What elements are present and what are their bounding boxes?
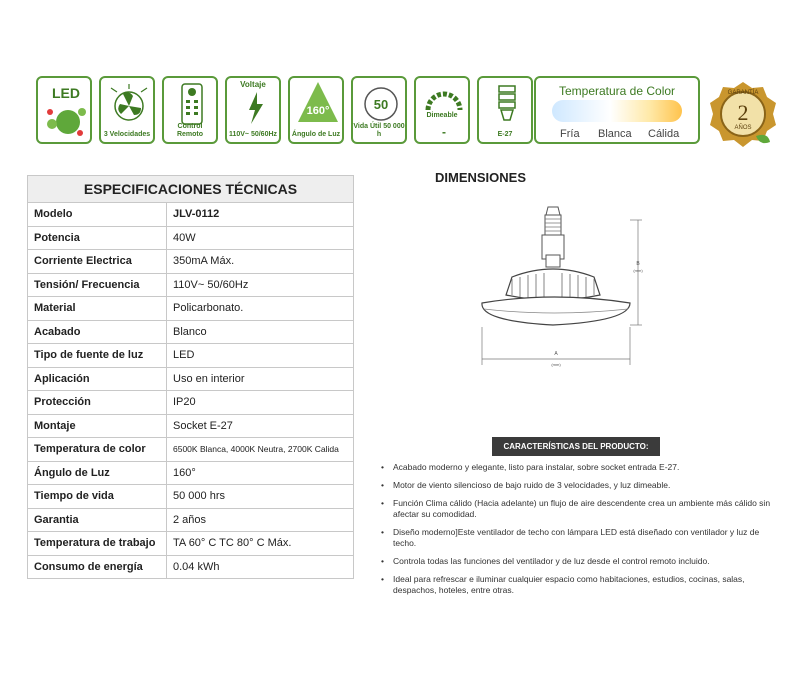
spec-value: 0.04 kWh	[167, 555, 354, 579]
spec-key: Potencia	[28, 226, 167, 250]
svg-text:GARANTÍA: GARANTÍA	[727, 90, 759, 96]
color-temp-white: Blanca	[598, 128, 632, 140]
table-row	[28, 532, 354, 556]
remote-icon-box	[162, 76, 218, 144]
angle-label: Ángulo de Luz	[291, 131, 341, 138]
table-row	[28, 320, 354, 344]
color-temperature-gradient	[552, 100, 682, 122]
table-row	[28, 438, 354, 462]
spec-value: 40W	[167, 226, 354, 250]
spec-value: 2 años	[167, 508, 354, 532]
remote-label: Control Remoto	[176, 123, 204, 138]
spec-key: Acabado	[28, 320, 167, 344]
svg-text:LED: LED	[52, 85, 80, 101]
features-title: CARACTERÍSTICAS DEL PRODUCTO:	[492, 437, 660, 456]
table-row	[28, 273, 354, 297]
angle-icon-box	[288, 76, 344, 144]
spec-value: IP20	[167, 391, 354, 415]
spec-key: Garantia	[28, 508, 167, 532]
spec-value: Uso en interior	[167, 367, 354, 391]
color-temp-cold: Fría	[560, 128, 580, 140]
spec-key: Montaje	[28, 414, 167, 438]
spec-value: 350mA Máx.	[167, 250, 354, 274]
fan-speed-label: 3 Velocidades	[103, 131, 151, 138]
spec-key: Temperatura de trabajo	[28, 532, 167, 556]
spec-key: Ángulo de Luz	[28, 461, 167, 485]
led-icon-box	[36, 76, 92, 144]
voltage-icon-box	[225, 76, 281, 144]
svg-text:160°: 160°	[306, 105, 330, 117]
spec-value: 6500K Blanca, 4000K Neutra, 2700K Calida	[167, 438, 354, 462]
table-row	[28, 344, 354, 368]
socket-label: E-27	[497, 131, 513, 138]
fan-dimension-drawing	[470, 195, 660, 375]
spec-value: Blanco	[167, 320, 354, 344]
list-item: • Controla todas las funciones del ventilador y de luz desde el control remoto incluido.	[379, 556, 779, 567]
spec-value: 50 000 hrs	[167, 485, 354, 509]
svg-text:AÑOS: AÑOS	[734, 125, 752, 131]
table-row	[28, 297, 354, 321]
dimensions-title: DIMENSIONES	[435, 170, 527, 185]
svg-text:(mm): (mm)	[633, 268, 643, 273]
voltage-title: Voltaje	[240, 80, 266, 89]
spec-value: Socket E-27	[167, 414, 354, 438]
svg-text:B: B	[636, 261, 640, 267]
features-list	[379, 462, 779, 603]
list-item: • Diseño moderno]Este ventilador de techo con lámpara LED está diseñado con ventilador y luz de techo.	[379, 527, 779, 549]
table-row	[28, 461, 354, 485]
table-row	[28, 203, 354, 227]
spec-value: Policarbonato.	[167, 297, 354, 321]
list-item: • Motor de viento silencioso de bajo ruido de 3 velocidades, y luz dimeable.	[379, 480, 779, 491]
svg-text:50: 50	[373, 97, 389, 112]
svg-text:A: A	[554, 351, 558, 357]
table-row	[28, 485, 354, 509]
spec-value: LED	[167, 344, 354, 368]
spec-key: Tipo de fuente de luz	[28, 344, 167, 368]
spec-value: TA 60° C TC 80° C Máx.	[167, 532, 354, 556]
life-label: Vida Útil 50 000 h	[353, 123, 405, 138]
spec-key: Material	[28, 297, 167, 321]
spec-key: Temperatura de color	[28, 438, 167, 462]
spec-key: Aplicación	[28, 367, 167, 391]
svg-text:(mm): (mm)	[551, 362, 561, 367]
svg-text:-: -	[442, 125, 446, 139]
table-row	[28, 250, 354, 274]
color-temperature-box	[534, 76, 700, 144]
life-icon-box	[351, 76, 407, 144]
color-temperature-title: Temperatura de Color	[558, 84, 676, 98]
color-temp-warm: Cálida	[648, 128, 680, 140]
dimmable-label: Dimeable	[426, 112, 458, 119]
table-row	[28, 367, 354, 391]
table-row	[28, 414, 354, 438]
spec-key: Protección	[28, 391, 167, 415]
socket-icon-box	[477, 76, 533, 144]
table-row	[28, 555, 354, 579]
svg-text:2: 2	[737, 100, 749, 125]
list-item: • Acabado moderno y elegante, listo para instalar, sobre socket entrada E-27.	[379, 462, 779, 473]
spec-key: Consumo de energía	[28, 555, 167, 579]
table-row	[28, 391, 354, 415]
fan-speed-icon-box	[99, 76, 155, 144]
table-row	[28, 508, 354, 532]
table-row	[28, 226, 354, 250]
warranty-badge-icon	[708, 80, 778, 150]
spec-value: 160°	[167, 461, 354, 485]
spec-value: 110V~ 50/60Hz	[167, 273, 354, 297]
spec-key: Corriente Electrica	[28, 250, 167, 274]
specifications-table	[27, 175, 354, 579]
spec-key: Tensión/ Frecuencia	[28, 273, 167, 297]
led-leaf-icon	[38, 78, 94, 146]
spec-key: Modelo	[28, 203, 167, 227]
spec-value: JLV-0112	[167, 203, 354, 227]
specifications-title: ESPECIFICACIONES TÉCNICAS	[28, 176, 354, 203]
list-item: • Función Clima cálido (Hacia adelante) un flujo de aire descendente crea un ambiente más cálido sin afectar su comodidad.	[379, 498, 779, 520]
dimmable-icon-box	[414, 76, 470, 144]
list-item: • Ideal para refrescar e iluminar cualquier espacio como habitaciones, estudios, cocinas, salas, despachos, hoteles, entre otras.	[379, 574, 779, 596]
voltage-value: 110V~ 50/60Hz	[228, 131, 278, 138]
spec-key: Tiempo de vida	[28, 485, 167, 509]
